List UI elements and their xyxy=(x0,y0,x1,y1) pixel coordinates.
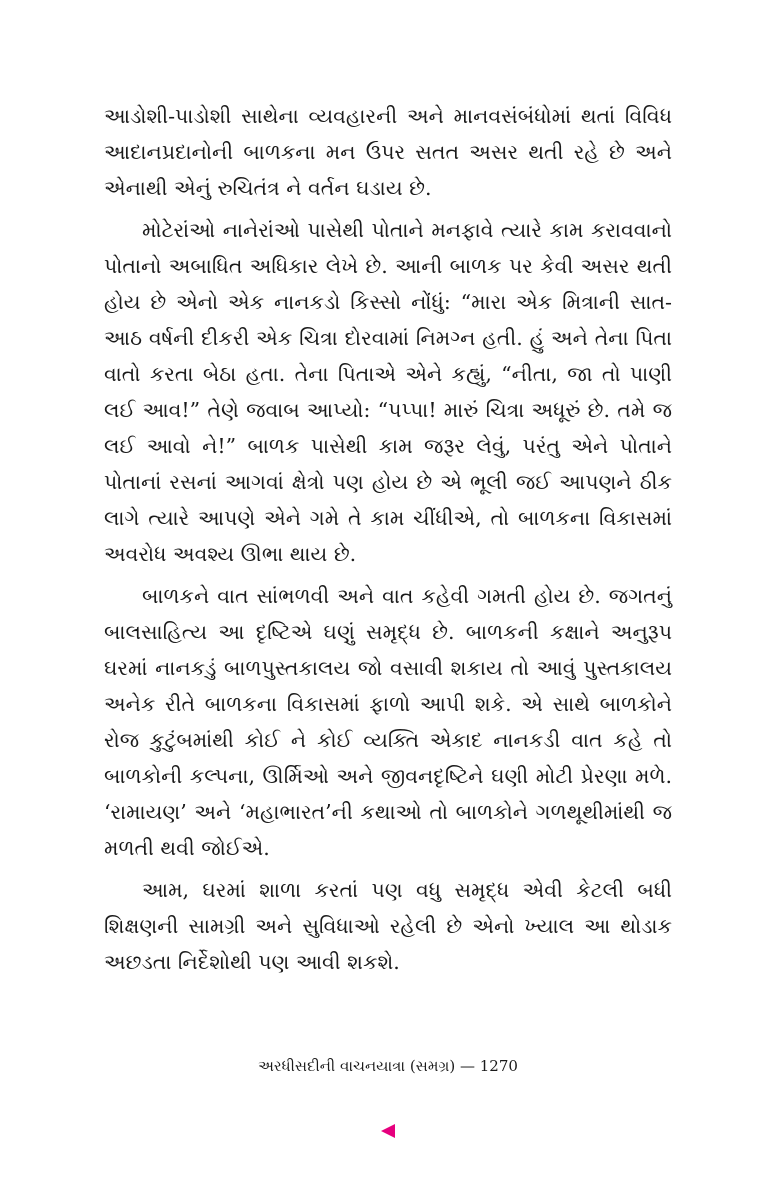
previous-page-arrow-icon[interactable] xyxy=(381,1124,395,1138)
paragraph-4: આમ, ઘરમાં શાળા કરતાં પણ વધુ સમૃદ્ધ એવી કેટલી બધી શિક્ષણની સામગ્રી અને સુવિધાઓ રહેલી છે એનો ખ્યાલ આ થોડાક અછડતા નિર્દેશોથી પણ આવી શકશે. xyxy=(104,878,672,974)
paragraph-2: મોટેરાંઓ નાનેરાંઓ પાસેથી પોતાને મનફાવે ત્યારે કામ કરાવવાનો પોતાનો અબાધિત અધિકાર લેખે છે. આની બાળક પર કેવી અસર થતી હોય છે એનો એક નાનકડો કિસ્સો નોંધું: “મારા એક મિત્રાની સાત-આઠ વર્ષની દીકરી એક ચિત્રા દોરવામાં નિમગ્ન હતી. હું અને તેના પિતા વાતો કરતા બેઠા હતા. તેના પિતાએ એને કહ્યું, “નીતા, જા તો પાણી લઈ આવ!” તેણે જવાબ આપ્યો: “પપ્પા! મારું ચિત્રા અધૂરું છે. તમે જ લઈ આવો ને!” બાળક પાસેથી કામ જરૂર લેવું, પરંતુ એને પોતાને પોતાનાં રસનાં આગવાં ક્ષેત્રો પણ હોય છે એ ભૂલી જઈ આપણને ઠીક લાગે ત્યારે આપણે એને ગમે તે કામ ચીંધીએ, તો બાળકના વિકાસમાં અવરોધ અવશ્ય ઊભા થાય છે. xyxy=(104,218,672,566)
page-body xyxy=(104,98,672,980)
paragraph-3: બાળકને વાત સાંભળવી અને વાત કહેવી ગમતી હોય છે. જગતનું બાલસાહિત્ય આ દૃષ્ટિએ ઘણું સમૃદ્ધ છે. બાળકની કક્ષાને અનુરૂપ ઘરમાં નાનકડું બાળપુસ્તકાલય જો વસાવી શકાય તો આવું પુસ્તકાલય અનેક રીતે બાળકના વિકાસમાં ફાળો આપી શકે. એ સાથે બાળકોને રોજ કુટુંબમાંથી કોઈ ને કોઈ વ્યક્તિ એકાદ નાનકડી વાત કહે તો બાળકોની કલ્પના, ઊર્મિઓ અને જીવનદૃષ્ટિને ઘણી મોટી પ્રેરણા મળે. ‘રામાયણ’ અને ‘મહાભારત’ની કથાઓ તો બાળકોને ગળથૂથીમાંથી જ મળતી થવી જોઈએ. xyxy=(104,584,672,860)
paragraph-1: આડોશી-પાડોશી સાથેના વ્યવહારની અને માનવસંબંધોમાં થતાં વિવિધ આદાનપ્રદાનોની બાળકના મન ઉપર સતત અસર થતી રહે છે અને એનાથી એનું રુચિતંત્ર ને વર્તન ઘડાય છે. xyxy=(104,104,672,200)
page-footer: અરધીસદીની વાચનયાત્રા (સમગ્ર) — 1270 xyxy=(258,1057,518,1075)
